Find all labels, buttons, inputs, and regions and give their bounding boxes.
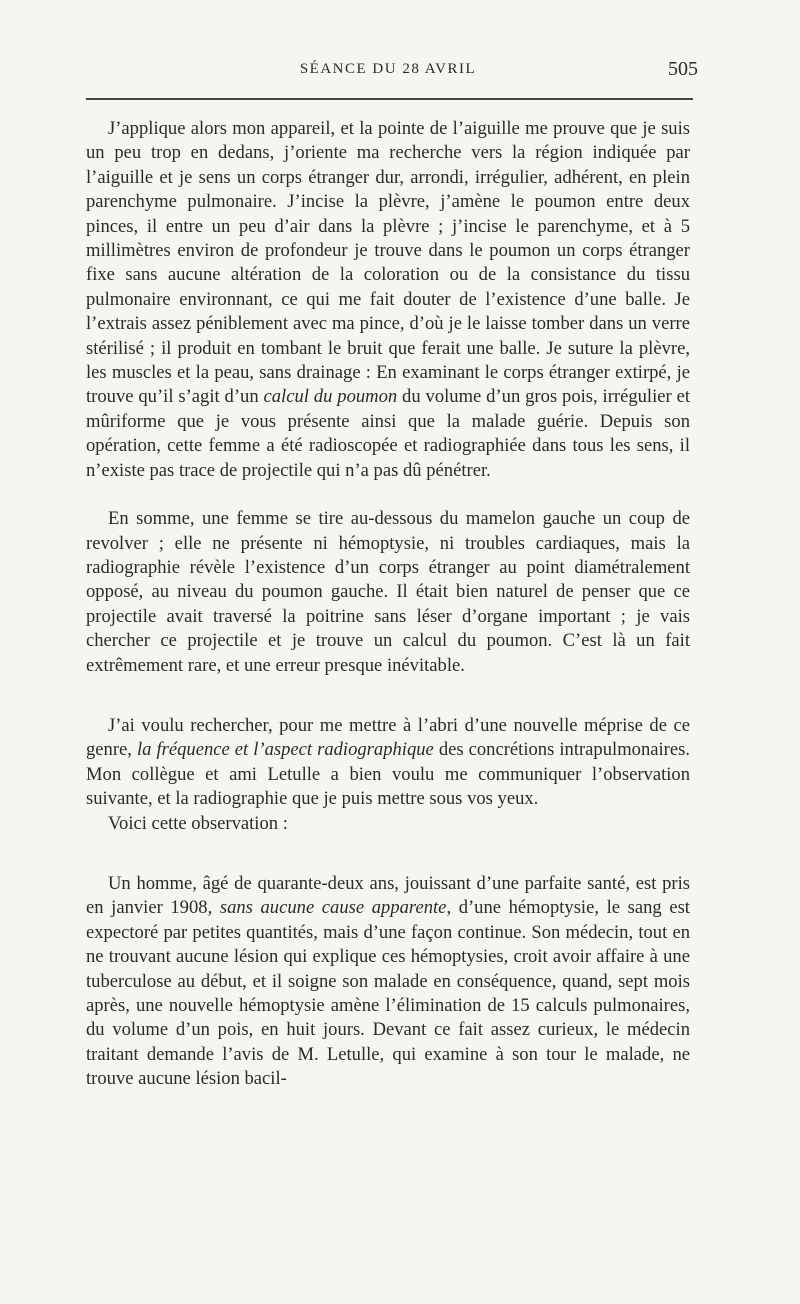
- running-head: SÉANCE DU 28 AVRIL: [299, 61, 477, 77]
- paragraph-observation: Un homme, âgé de quarante-deux ans, jouissant d’une parfaite santé, est pris en janvier 1908, sans aucune cause apparente, d’une hémoptysie, le sang est expectoré par petites quantités, mais d’une façon continue. Son médecin, tout en ne trouvant aucune lésion qui explique ces hémoptysies, croit avoir affaire à une tuberculose au début, et il soigne son malade en conséquence, quand, sept mois après, une nouvelle hémoptysie amène l’élimination de 15 calculs pulmonaires, du volume d’un pois, en huit jours. Devant ce fait assez curieux, le médecin traitant demande l’avis de M. Letulle, qui examine à son tour le malade, ne trouve aucune lésion bacil-: [86, 872, 690, 1090]
- header-rule: [86, 98, 693, 100]
- body-text: [86, 117, 690, 1092]
- paragraph-operation: J’applique alors mon appareil, et la pointe de l’aiguille me prouve que je suis un peu trop en dedans, j’oriente ma recherche vers la région indiquée par l’aiguille et je sens un corps étranger dur, arrondi, irrégulier, adhérent, en plein parenchyme pulmonaire. J’incise la plèvre, j’amène le poumon entre deux pinces, il entre un peu d’air dans la plèvre ; j’incise le parenchyme, et à 5 millimètres environ de profondeur je trouve dans le poumon un corps étranger fixe sans aucune altération de la coloration ou de la consistance du tissu pulmonaire environnant, ce qui me fait douter de l’existence d’une balle. Je l’extrais assez péniblement avec ma pince, d’où je le laisse tomber dans un verre stérilisé ; il produit en tombant le bruit que ferait une balle. Je suture la plèvre, les muscles et la peau, sans drainage : En examinant le corps étranger extirpé, je trouve qu’il s’agit d’un calcul du poumon du volume d’un gros pois, irrégulier et mûriforme que je vous présente ainsi que la malade guérie. Depuis son opération, cette femme a été radioscopée et radiographiée dans tous les sens, il n’existe pas trace de projectile qui n’a pas dû pénétrer.: [86, 118, 690, 481]
- page-header: [86, 58, 698, 88]
- page-number: 505: [668, 58, 698, 80]
- paragraph-intro-observation: Voici cette observation :: [108, 812, 288, 834]
- paragraph-research: J’ai voulu rechercher, pour me mettre à l’abri d’une nouvelle méprise de ce genre, la fréquence et l’aspect radiographique des concrétions intrapulmonaires. Mon collègue et ami Letulle a bien voulu me communiquer l’observation suivante, et la radiographie que je puis mettre sous vos yeux.: [86, 714, 690, 810]
- paragraph-summary: En somme, une femme se tire au-dessous du mamelon gauche un coup de revolver ; elle ne présente ni hémoptysie, ni troubles cardiaques, mais la radiographie révèle l’existence d’un corps étranger au point diamétralement opposé, au niveau du poumon gauche. Il était bien naturel de penser que ce projectile avait traversé la poitrine sans léser d’organe important ; je vais chercher ce projectile et je trouve un calcul du poumon. C’est là un fait extrêmement rare, et une erreur presque inévitable.: [86, 508, 690, 676]
